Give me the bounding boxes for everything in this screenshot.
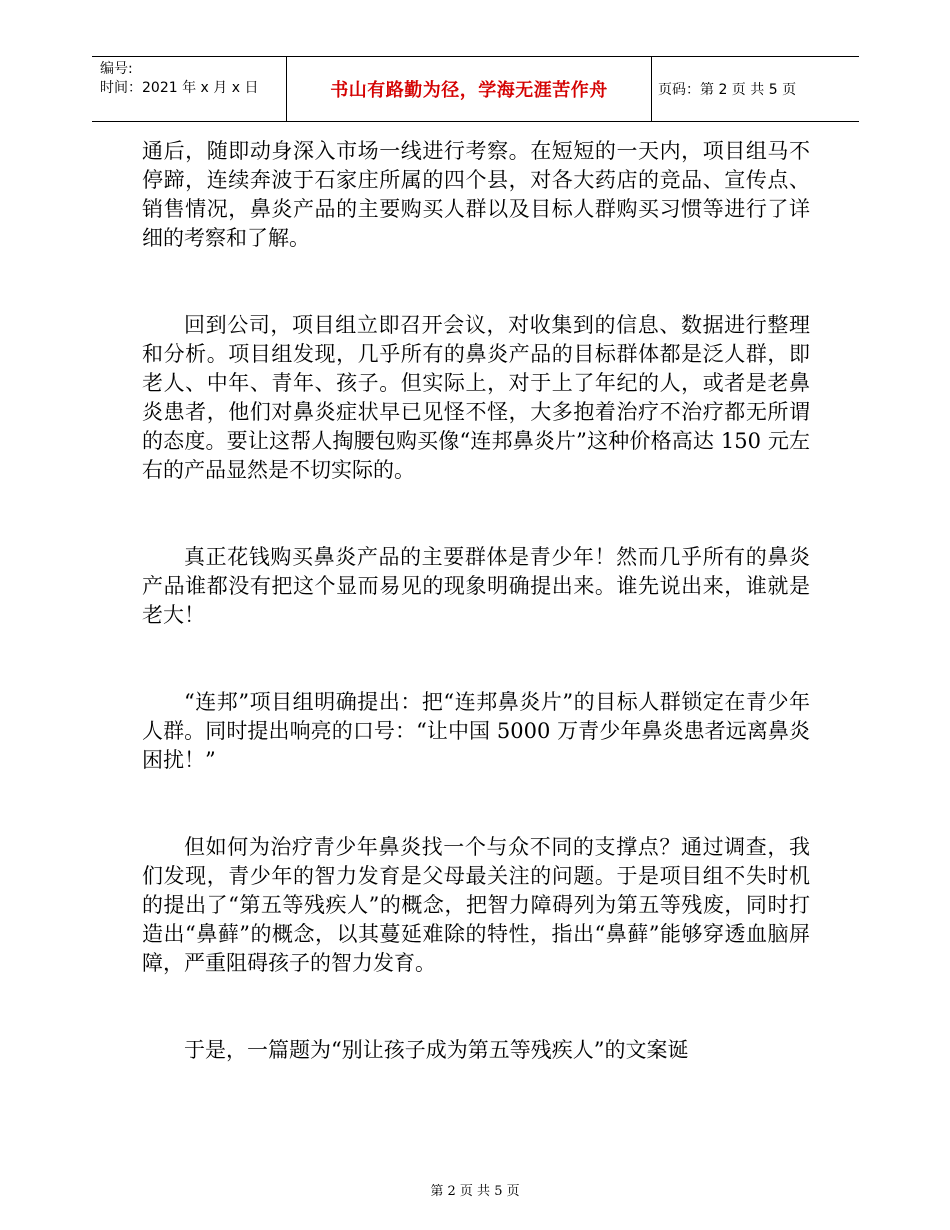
page-info-text: 页码：第 2 页 共 5 页 [658,82,797,98]
header-page-info [658,57,796,121]
header-motto-cell [286,57,652,121]
page-header [92,56,859,122]
paragraph: 回到公司，项目组立即召开会议，对收集到的信息、数据进行整理和分析。项目组发现，几乎所有的鼻炎产品的目标群体都是泛人群，即老人、中年、青年、孩子。但实际上，对于上了年纪的人，或者是老鼻炎患者，他们对鼻炎症状早已见怪不怪，大多抱着治疗不治疗都无所谓的态度。要让这帮人掏腰包购买像“连邦鼻炎片”这种价格高达 150 元左右的产品显然是不切实际的。 [142,313,810,482]
paragraph: 于是，一篇题为“别让孩子成为第五等残疾人”的文案诞 [184,1038,689,1062]
paragraph: 通后，随即动身深入市场一线进行考察。在短短的一天内，项目组马不停蹄，连续奔波于石家庄所属的四个县，对各大药店的竞品、宣传点、销售情况，鼻炎产品的主要购买人群以及目标人群购买习惯等进行了详细的考察和了解。 [142,139,810,250]
paragraph: 但如何为治疗青少年鼻炎找一个与众不同的支撑点？通过调查，我们发现，青少年的智力发育是父母最关注的问题。于是项目组不失时机的提出了“第五等残疾人”的概念，把智力障碍列为第五等残废，同时打造出“鼻藓”的概念，以其蔓延难除的特性，指出“鼻藓”能够穿透血脑屏障，严重阻碍孩子的智力发育。 [142,835,810,975]
motto-text: 书山有路勤为径，学海无涯苦作舟 [330,80,608,101]
footer-page-number: 第 2 页 共 5 页 [430,1184,520,1199]
page-footer [0,1180,950,1199]
paragraph: 真正花钱购买鼻炎产品的主要群体是青少年！然而几乎所有的鼻炎产品谁都没有把这个显而易见的现象明确提出来。谁先说出来，谁就是老大！ [142,545,810,627]
header-meta [100,60,258,98]
date-label: 时间：2021 年 x 月 x 日 [100,80,259,96]
serial-number-label: 编号: [100,61,133,77]
paragraph: “连邦”项目组明确提出：把“连邦鼻炎片”的目标人群锁定在青少年人群。同时提出响亮的口号：“让中国 5000 万青少年鼻炎患者远离鼻炎困扰！” [142,690,810,772]
document-body [142,137,810,1123]
